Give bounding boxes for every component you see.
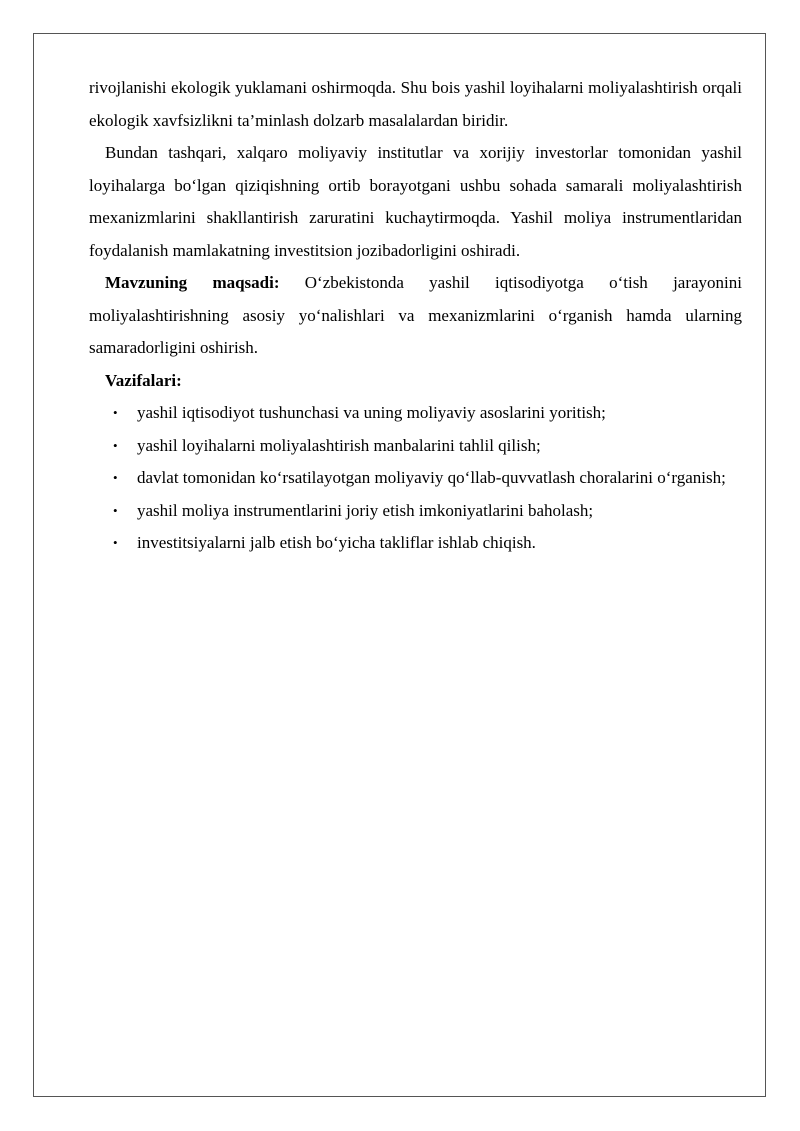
- bullet-icon: •: [113, 437, 118, 453]
- paragraph-goal: [89, 267, 742, 365]
- tasks-heading: Vazifalari:: [105, 370, 182, 390]
- bullet-icon: •: [113, 405, 118, 420]
- bullet-icon: •: [113, 502, 118, 518]
- paragraph-international-investors: Bundan tashqari, xalqaro moliyaviy institutlar va xorijiy investorlar tomonidan yashil loyihalarga bo‘lgan qiziqishning ortib borayotgani ushbu sohada samarali moliyalashtirish mexanizmlarini shakllantirish zaruratini kuchaytirmoqda. Yashil moliya instrumentlaridan foydalanish mamlakatning investitsion jozibadorligini oshiradi.: [89, 143, 742, 260]
- task-text: yashil loyihalarni moliyalashtirish manbalarini tahlil qilish;: [137, 435, 541, 455]
- task-text: davlat tomonidan ko‘rsatilayotgan moliyaviy qo‘llab-quvvatlash choralarini o‘rganish;: [137, 468, 726, 487]
- paragraph-intro-continuation: rivojlanishi ekologik yuklamani oshirmoqda. Shu bois yashil loyihalarni moliyalashtirish orqali ekologik xavfsizlikni ta’minlash dolzarb masalalardan biridir.: [89, 78, 742, 130]
- task-item: [89, 397, 742, 430]
- goal-label: Mavzuning maqsadi:: [105, 273, 280, 292]
- tasks-list: [89, 397, 742, 560]
- task-item: [89, 527, 742, 560]
- goal-text: O‘zbekistonda yashil iqtisodiyotga o‘tish jarayonini moliyalashtirishning asosiy yo‘nalishlari va mexanizmlarini o‘rganish hamda ularning samaradorligini oshirish.: [89, 273, 742, 357]
- bullet-icon: •: [113, 535, 118, 550]
- task-item: [89, 495, 742, 528]
- task-text: yashil moliya instrumentlarini joriy etish imkoniyatlarini baholash;: [137, 500, 594, 520]
- task-item: [89, 462, 742, 495]
- document-body: [89, 72, 742, 560]
- task-text: investitsiyalarni jalb etish bo‘yicha takliflar ishlab chiqish.: [137, 533, 536, 552]
- task-text: yashil iqtisodiyot tushunchasi va uning moliyaviy asoslarini yoritish;: [137, 403, 606, 422]
- bullet-icon: •: [113, 470, 118, 485]
- task-item: [89, 430, 742, 463]
